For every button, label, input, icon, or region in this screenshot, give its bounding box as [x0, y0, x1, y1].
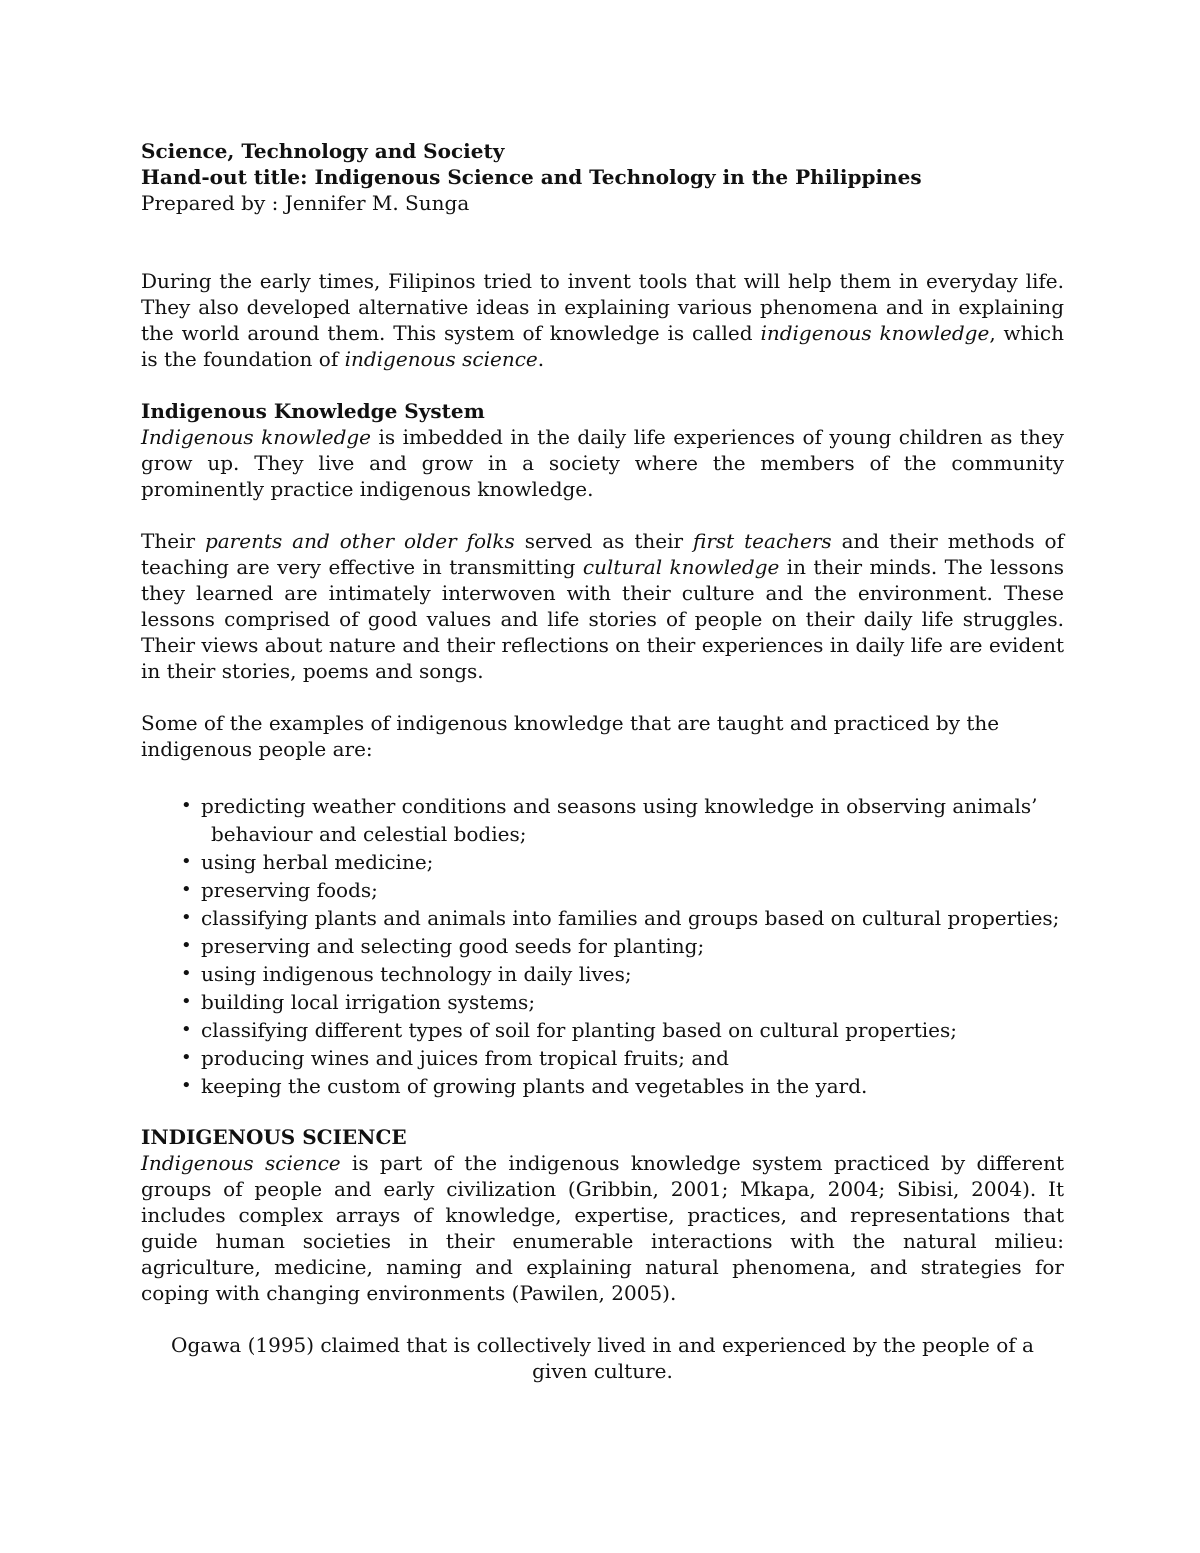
iks-paragraph-2: Their parents and other older folks served as their first teachers and their methods of teaching are very effective in transmitting cultural knowledge in their minds. The lessons they learned are intimately interwoven with their culture and the environment. These lessons comprised of good values and life stories of people on their daily life struggles. Their views about nature and their reflections on their experiences in daily life are evident in their stories, poems and songs.	[141, 529, 1064, 683]
list-item: • classifying plants and animals into families and groups based on cultural properties;	[181, 906, 1060, 930]
list-item: • preserving and selecting good seeds for planting;	[181, 934, 705, 958]
is-paragraph-1: Indigenous science is part of the indigenous knowledge system practiced by different groups of people and early civilization (Gribbin, 2001; Mkapa, 2004; Sibisi, 2004). It includes complex arrays of knowledge, expertise, practices, and representations that guide human societies in their enumerable interactions with the natural milieu: agriculture, medicine, naming and explaining natural phenomena, and strategies for coping with changing environments (Pawilen, 2005).	[141, 1151, 1064, 1305]
bullet-icon: •	[181, 935, 192, 956]
prepared-by: Prepared by : Jennifer M. Sunga	[141, 191, 470, 215]
list-item: • preserving foods;	[181, 878, 378, 902]
list-item: • using herbal medicine;	[181, 850, 434, 874]
course-title: Science, Technology and Society	[141, 139, 505, 163]
iks-paragraph-1: Indigenous knowledge is imbedded in the daily life experiences of young children as they grow up. They live and grow in a society where the members of the community prominently practice indigenous knowledge.	[141, 425, 1064, 501]
bullet-icon: •	[181, 991, 192, 1012]
section-heading-iks: Indigenous Knowledge System	[141, 399, 485, 423]
list-item: • producing wines and juices from tropical fruits; and	[181, 1046, 729, 1070]
bullet-icon: •	[181, 851, 192, 872]
list-item: • using indigenous technology in daily lives;	[181, 962, 632, 986]
bullet-icon: •	[181, 1019, 192, 1040]
bullet-icon: •	[181, 907, 192, 928]
bullet-icon: •	[181, 1047, 192, 1068]
bullet-icon: •	[181, 879, 192, 900]
list-item: • keeping the custom of growing plants and vegetables in the yard.	[181, 1074, 868, 1098]
list-item: • classifying different types of soil for planting based on cultural properties;	[181, 1018, 957, 1042]
handout-title: Hand-out title: Indigenous Science and Technology in the Philippines	[141, 165, 922, 189]
section-heading-indigenous-science: INDIGENOUS SCIENCE	[141, 1125, 407, 1149]
bullet-icon: •	[181, 963, 192, 984]
is-paragraph-2: Ogawa (1995) claimed that is collectively lived in and experienced by the people of a given culture.	[171, 1333, 1034, 1383]
list-item: • predicting weather conditions and seasons using knowledge in observing animals’ behaviour and celestial bodies;	[181, 794, 1038, 846]
term-indigenous-science: indigenous science	[344, 347, 538, 371]
document-page	[141, 138, 1064, 1384]
examples-list	[141, 792, 1064, 1100]
iks-paragraph-3: Some of the examples of indigenous knowledge that are taught and practiced by the indigenous people are:	[141, 711, 1000, 761]
intro-paragraph: During the early times, Filipinos tried to invent tools that will help them in everyday life. They also developed alternative ideas in explaining various phenomena and in explaining the world around them. This system of knowledge is called indigenous knowledge, which is the foundation of indigenous science.	[141, 269, 1065, 371]
list-item: • building local irrigation systems;	[181, 990, 536, 1014]
bullet-icon: •	[181, 795, 192, 816]
term-indigenous-knowledge: indigenous knowledge	[760, 321, 990, 345]
bullet-icon: •	[181, 1075, 192, 1096]
